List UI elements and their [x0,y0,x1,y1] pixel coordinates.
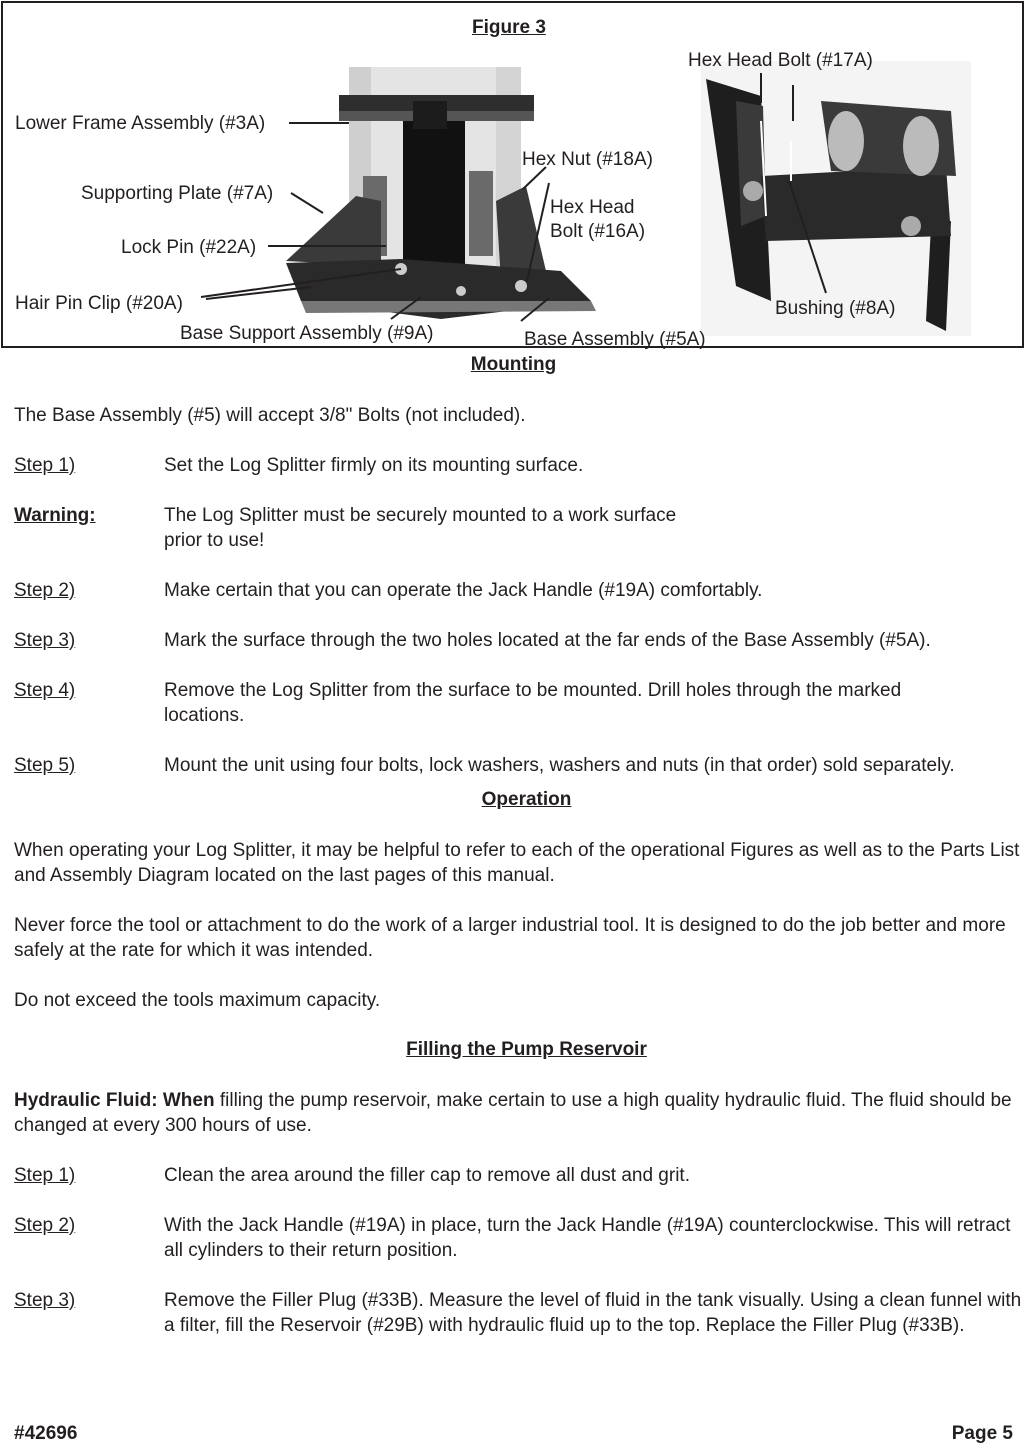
step-key: Step 4) [14,680,76,701]
step-text: With the Jack Handle (#19A) in place, turn the Jack Handle (#19A) counterclockwise. This will retract all cylinders to their return position. [164,1215,1011,1261]
mounting-step-4 [14,678,1024,728]
frame-assembly-photo [701,61,971,336]
label-hex-head-16a-line2: Bolt (#16A) [550,221,646,242]
filling-step-2 [14,1213,1024,1263]
step-key: Step 5) [14,755,76,776]
step-text: Remove the Log Splitter from the surface to be mounted. Drill holes through the marked [164,680,902,701]
step-key: Step 3) [14,1290,76,1311]
mounting-step-2 [14,578,1024,603]
step-text-line2: prior to use! [164,530,265,551]
label-lower-frame: Lower Frame Assembly (#3A) [15,113,266,134]
label-hex-nut: Hex Nut (#18A) [522,149,653,170]
mounting-step-1 [14,453,1024,478]
figure-title: Figure 3 [472,17,546,38]
mounting-heading: Mounting [470,354,557,375]
step-text: Mark the surface through the two holes located at the far ends of the Base Assembly (#5A). [164,630,931,651]
label-bushing: Bushing (#8A) [775,298,896,319]
step-key: Step 3) [14,630,76,651]
operation-heading: Operation [481,789,572,810]
warning-key: Warning: [14,505,96,526]
operation-paragraph-1: When operating your Log Splitter, it may be helpful to refer to each of the operational Figures as well as to the Parts List and Assembly Diagram located on the last pages of this manual. [14,840,1020,886]
label-hex-head-17a: Hex Head Bolt (#17A) [688,50,873,71]
label-hair-pin-clip: Hair Pin Clip (#20A) [15,293,183,314]
step-text: Remove the Filler Plug (#33B). Measure the level of fluid in the tank visually. Using a clean funnel with a filter, fill the Reservoir (#29B) with hydraulic fluid up to the top. Replace the Filler Plug (#33B). [164,1290,1022,1336]
filling-step-3 [14,1288,1024,1338]
mounting-step-3 [14,628,1024,653]
label-supporting-plate: Supporting Plate (#7A) [81,183,274,204]
step-text: Clean the area around the filler cap to remove all dust and grit. [164,1165,690,1186]
step-key: Step 1) [14,1165,76,1186]
step-text-line2: locations. [164,705,245,726]
step-text: Set the Log Splitter firmly on its mounting surface. [164,455,584,476]
step-text: The Log Splitter must be securely mounted to a work surface [164,505,677,526]
mounting-step-5 [14,753,1024,778]
fluid-bold-lead: Hydraulic Fluid: When [14,1090,215,1111]
label-lock-pin: Lock Pin (#22A) [121,237,257,258]
operation-paragraph-3: Do not exceed the tools maximum capacity. [14,990,381,1011]
step-key: Step 1) [14,455,76,476]
filling-fluid-paragraph [14,1088,1024,1138]
figure-3-frame [1,1,1024,348]
operation-paragraph-2: Never force the tool or attachment to do the work of a larger industrial tool. It is designed to do the job better and more safely at the rate for which it was intended. [14,915,1006,961]
filling-step-1 [14,1163,1024,1188]
mounting-warning [14,503,1024,553]
step-text: Make certain that you can operate the Jack Handle (#19A) comfortably. [164,580,763,601]
fluid-text: filling the pump reservoir, make certain to use a high quality hydraulic fluid. The fluid should be changed at every 300 hours of use. [14,1090,1012,1136]
step-key: Step 2) [14,580,76,601]
label-base-support: Base Support Assembly (#9A) [180,323,434,344]
step-text: Mount the unit using four bolts, lock washers, washers and nuts (in that order) sold separately. [164,755,955,776]
footer-item-number: #42696 [14,1423,78,1444]
filling-heading: Filling the Pump Reservoir [406,1039,647,1060]
log-splitter-photo [286,67,596,319]
footer-page-number: Page 5 [951,1423,1013,1444]
label-base-assembly: Base Assembly (#5A) [524,329,706,350]
label-hex-head-16a-line1: Hex Head [550,197,635,218]
mounting-intro: The Base Assembly (#5) will accept 3/8" Bolts (not included). [14,405,526,426]
step-key: Step 2) [14,1215,76,1236]
